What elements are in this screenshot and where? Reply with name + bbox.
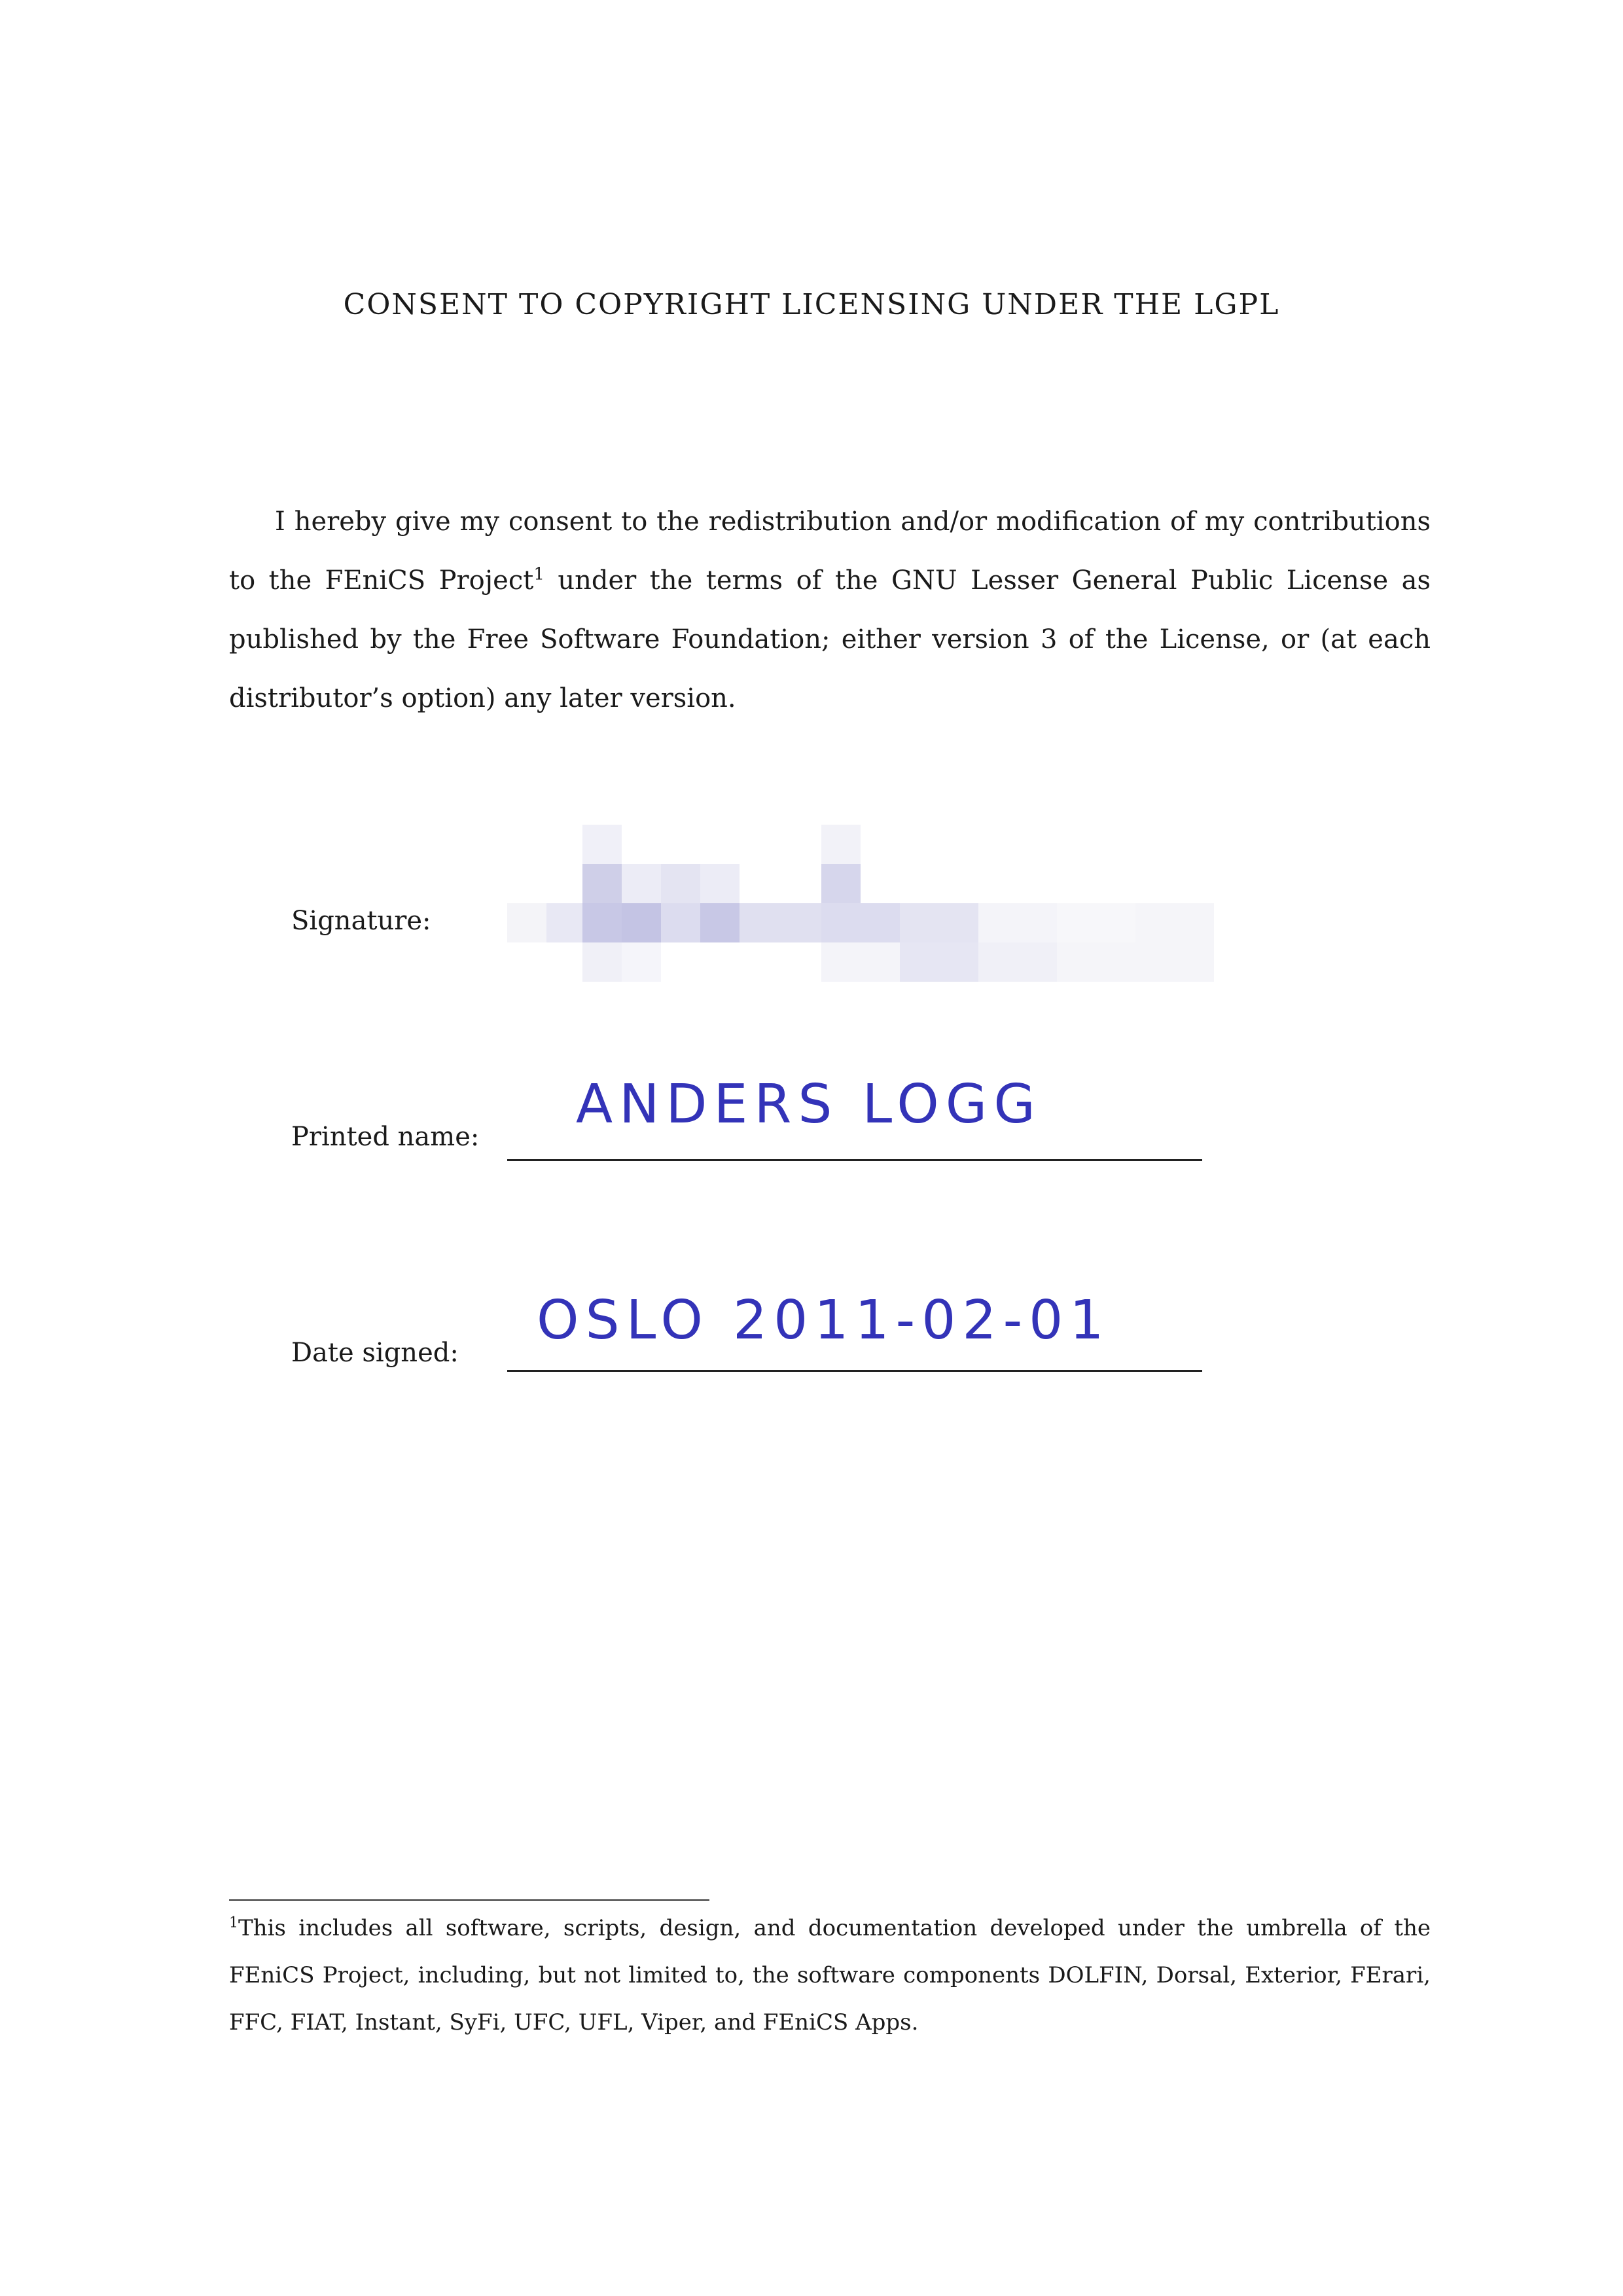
signature-label: Signature: <box>291 906 431 936</box>
printed-name-label: Printed name: <box>291 1122 480 1152</box>
document-title: CONSENT TO COPYRIGHT LICENSING UNDER THE LGPL <box>343 288 1280 321</box>
footnote-mark: 1 <box>229 1914 238 1931</box>
footnote-text: This includes all software, scripts, design, and documentation developed under the umbrella of the FEniCS Project, including, but not limited to, the software components DOLFIN, Dorsal, Exterior, FErari, FFC, FIAT, Instant, SyFi, UFC, UFL, Viper, and FEniCS Apps. <box>229 1915 1431 2036</box>
date-signed-label: Date signed: <box>291 1338 459 1368</box>
paragraph-part-2: under the terms of the GNU Lesser General Public License as published by the Free Software Foundation; either version 3 of the License, or (at each distributor’s option) any later version. <box>229 565 1431 713</box>
paragraph-part-1: I hereby give my consent to the redistribution and/or modification of my contributions to the FEniCS Project <box>229 507 1431 596</box>
signature-blurred-image <box>507 825 1221 982</box>
date-signed-handwriting: OSLO 2011-02-01 <box>537 1289 1111 1352</box>
footnote-reference: 1 <box>533 564 544 584</box>
consent-paragraph <box>229 492 1431 728</box>
printed-name-line <box>507 1159 1202 1161</box>
signature-pixel-blocks <box>507 825 1214 982</box>
date-signed-line <box>507 1370 1202 1372</box>
printed-name-handwriting: ANDERS LOGG <box>576 1073 1042 1136</box>
footnote <box>229 1905 1431 2046</box>
footnote-separator <box>229 1899 709 1901</box>
